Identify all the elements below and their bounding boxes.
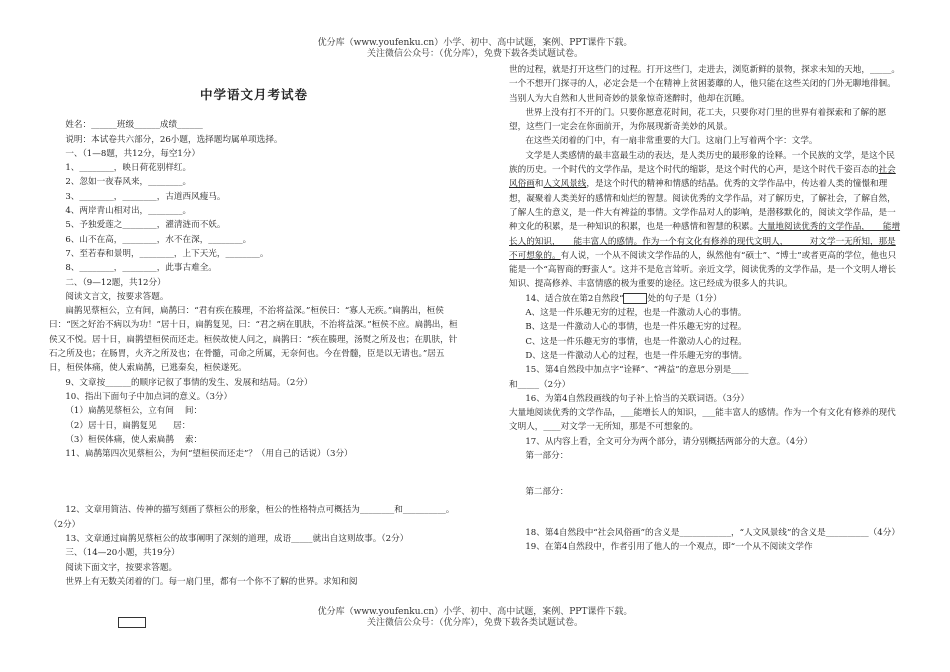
- underlined-sentence: 大量地阅读优秀的文学作品，___能增长人的知识，___能丰富人的感情。作为一个有文化有修养的现代文明人，_____对文学一无所知，那是不可想象的。: [509, 222, 901, 261]
- paragraph-5-end: 有人说，一个从不阅读文学作品的人，纵然他有“硕士”、“博士”或者更高的学位，他也只能是一个“高智商的野蛮人”。这并不是危言耸听。亲近文学，阅读优秀的文学作品，是一个文明人增长知识、提高修养、丰富情感的极为重要的途径。这已经成为很多人的共识。: [509, 250, 897, 290]
- option-c: C、这是一件乐趣无穷的事情，也是一件激动人心的过程。: [525, 336, 747, 347]
- option-d: D、这是一件激动人心的过程，也是一件乐趣无穷的事情。: [525, 350, 748, 361]
- header-line-2: 关注微信公众号：（优分库），免费下载各类试题试卷。: [366, 49, 583, 59]
- footer-line-2: 关注微信公众号：（优分库），免费下载各类试题试卷。: [366, 618, 583, 628]
- question-19: 19、在第4自然段中，作者引用了他人的一个观点，即“一个从不阅读文学作: [525, 541, 813, 552]
- left-column: [49, 82, 459, 589]
- question-13: 13、文章通过扁鹊见蔡桓公的故事阐明了深刻的道理，成语_____就出自这则故事。（2分）: [65, 534, 409, 545]
- passage-paragraph-2: 世的过程，就是打开这些门的过程。打开这些门，走进去，浏览新鲜的景物，探求未知的天地，_____。一个不想开门探寻的人，必定会是一个在精神上贫困萎蘼的人，他只能在这些关闭的门外无聊地徘徊。当别人为大自然和人世间奇妙的景象惊奇迷醉时，他却在沉睡。: [509, 65, 901, 104]
- section-3-heading: 三、（14—20小题，共19分）: [65, 548, 180, 559]
- footer-line-1: 优分库（www.youfenku.cn）小学、初中、高中试题，案例、PPT课件下载。: [317, 607, 633, 617]
- question-12: 12、文章用简洁、传神的描写刻画了蔡桓公的形象，桓公的性格特点可概括为________和__________。（2分）: [49, 505, 455, 530]
- question-6: 6、山不在高，________，水不在深，________。: [65, 234, 252, 245]
- question-18: 18、第4自然段中“社会风俗画”的含义是____________，“人文风景线”的含义是__________（4分）: [525, 527, 900, 538]
- page-header: [0, 38, 950, 60]
- passage-paragraph-3: 世界上没有打不开的门。只要你愿意花时间，花工夫，只要你对门里的世界有着探索和了解的愿望，这些门一定会在你面前开，为你展现新奇美妙的风景。: [509, 107, 887, 133]
- right-column: [509, 63, 902, 554]
- passage-paragraph-5: [509, 149, 902, 292]
- question-14-text: 14、适合放在第2自然段“: [525, 293, 624, 304]
- paragraph-5-start: 文学是人类感情的最丰富最生动的表达，是人类历史的最形象的诠释。一个民族的文学，是这个民族的历史。一个时代的文学作品，是这个时代的缩影，是这个时代的心声，是这个时代千姿百态的: [509, 150, 895, 176]
- header-line-1: 优分库（www.youfenku.cn）小学、初中、高中试题，案例、PPT课件下载。: [317, 38, 633, 48]
- conjunction: 和: [534, 179, 544, 190]
- question-10: 10、指出下面句子中加点词的意义。（3分）: [65, 391, 233, 402]
- section-1-heading: 一、（1—8题，共12分，每空1分）: [65, 148, 201, 159]
- section-2-heading: 二、（9—12题，共12分）: [65, 277, 166, 288]
- question-14: [509, 292, 902, 306]
- passage-paragraph-4: 在这些关闭着的门中，有一扇非常重要的大门。这扇门上写着两个字：文学。: [525, 136, 818, 147]
- question-8: 8、________，________，此事古难全。: [65, 263, 217, 274]
- passage-opening: 世界上有无数关闭着的门。每一扇门里，都有一个你不了解的世界。求知和阅: [65, 576, 358, 587]
- question-10-b: （2）居十日，扁鹊复见 居：: [65, 420, 191, 431]
- question-15: 15、第4自然段中加点字“诠释”、“裨益”的意思分别是____: [525, 365, 749, 376]
- question-14-tail: 处的句子是（1分）: [647, 293, 722, 304]
- part-2-label: 第二部分：: [525, 487, 569, 498]
- question-3: 3、________，________，古道西风瘦马。: [65, 191, 226, 202]
- student-info: 姓名：______班级______成绩______: [65, 120, 203, 131]
- term-social-customs: 社会风俗画: [509, 165, 896, 190]
- exam-title: 中学语文月考试卷: [199, 87, 308, 102]
- question-17: 17、从内容上看，全文可分为两个部分，请分别概括两部分的大意。（4分）: [525, 436, 813, 447]
- question-1: 1、________，映日荷花别样红。: [65, 163, 192, 174]
- question-4: 4、两岸青山相对出，________。: [65, 206, 192, 217]
- term-cultural-landscape: 人文风景线: [543, 179, 587, 190]
- question-9: 9、文章按______的顺序记叙了事情的发生、发展和结局。（2分）: [65, 377, 313, 388]
- paragraph-5-middle: ，是这个时代的精神和情感的结晶。优秀的文学作品中，传达着人类的憧憬和理想，凝聚着人类美好的感情和灿烂的智慧。阅读优秀的文学作品，对了解历史，了解社会，了解自然，了解人生的意义，是一件大有裨益的事情。文学作品对人的影响，是潜移默化的，阅读文学作品，是一种文化的积累，是一种知识的积累，也是一种感情和智慧的积累。: [509, 179, 896, 233]
- question-7: 7、至若春和景明，________，上下天光，________。: [65, 248, 269, 259]
- exam-description: 说明：本试卷共六部分，26小题，选择题均属单项选择。: [65, 134, 283, 145]
- option-a: A、这是一件乐趣无穷的过程，也是一件激动人心的事情。: [525, 308, 747, 319]
- reading-instruction-1: 阅读文言文，按要求答题。: [65, 291, 169, 302]
- question-16-sentence: 大量地阅读优秀的文学作品，___能增长人的知识，___能丰富人的感情。作为一个有文化有修养的现代文明人，____对文学一无所知，那是不可想象的。: [509, 408, 896, 433]
- question-10-a: （1）扁鹊见蔡桓公，立有间 间：: [65, 406, 203, 417]
- classical-passage: 扁鹊见蔡桓公，立有间，扁鹊曰：“君有疾在腠理，不治将益深。”桓侯曰：“寡人无疾。”扁鹊出，桓侯曰：“医之好治不病以为功！”居十日，扁鹊复见，曰：“君之病在肌肤，不治将益深。”桓侯不应。扁鹊出，桓侯又不悦。居十日，扁鹊望桓侯而还走。桓侯故使人问之，扁鹊曰：“疾在腠理，汤熨之所及也；在肌肤，针石之所及也；在肠胃，火齐之所及也；在骨髓，司命之所属，无奈何也。今在骨髓，臣是以无请也。”居五日，桓侯体痛，使人索扁鹊，已逃秦矣，桓侯遂死。: [49, 306, 458, 374]
- blank-box: [623, 293, 647, 304]
- reading-instruction-2: 阅读下面文字，按要求答题。: [65, 562, 178, 573]
- answer-space: [49, 461, 459, 503]
- part-1-label: 第一部分：: [525, 451, 569, 462]
- question-2: 2、忽如一夜春风来，________。: [65, 177, 192, 188]
- option-b: B、这是一件激动人心的事情，也是一件乐趣无穷的过程。: [525, 322, 747, 333]
- question-5: 5、予独爱莲之________，濯清涟而不妖。: [65, 220, 226, 231]
- answer-space-part-1: [509, 463, 902, 485]
- question-16: 16、为第4自然段画线的句子补上恰当的关联词语。（3分）: [525, 393, 750, 404]
- question-10-c: （3）桓侯体痛，使人索扁鹊 索：: [65, 434, 203, 445]
- question-11: 11、扁鹊第四次见蔡桓公，为何“望桓侯而还走”？（用自己的话说）（3分）: [65, 449, 353, 460]
- answer-space-part-2: [509, 500, 902, 526]
- page-number-box: [118, 617, 146, 628]
- question-15-tail: 和_____（2分）: [509, 379, 571, 390]
